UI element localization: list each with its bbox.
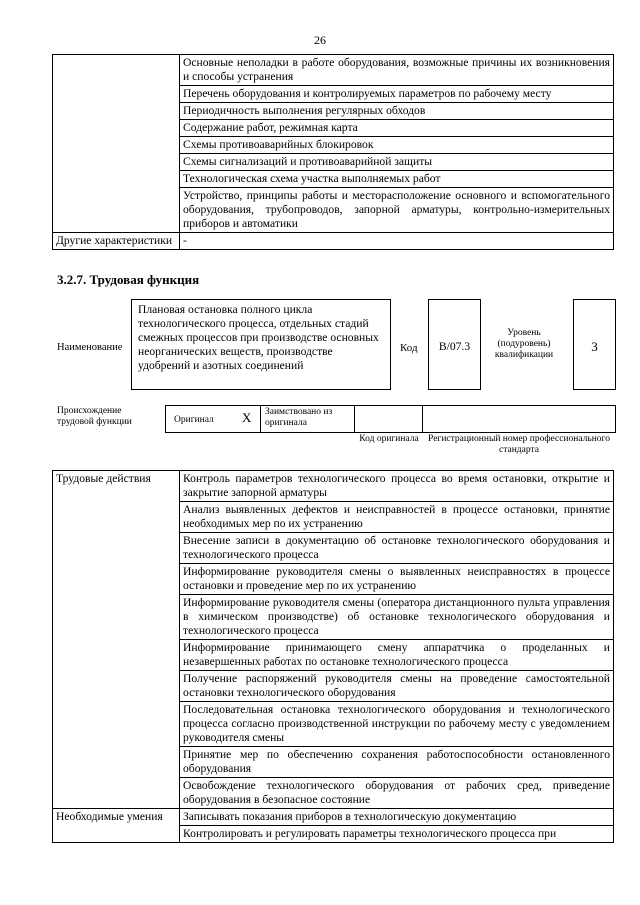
knowledge-item: Схемы сигнализаций и противоаварийной защиты xyxy=(180,154,614,171)
knowledge-item: Содержание работ, режимная карта xyxy=(180,120,614,137)
left-empty-cell xyxy=(53,55,180,233)
reg-number-caption: Регистрационный номер профессионального стандарта xyxy=(428,434,610,455)
level-value: 3 xyxy=(591,339,598,354)
table-row xyxy=(53,471,614,502)
original-mark: Х xyxy=(242,410,252,425)
labor-action-group-label: Трудовые действия xyxy=(53,471,180,809)
page-number: 26 xyxy=(314,33,326,47)
original-cell xyxy=(165,405,261,433)
code-original-cell xyxy=(354,405,423,433)
name-value-box xyxy=(131,299,391,390)
name-label: Наименование xyxy=(57,342,123,353)
borrowed-cell xyxy=(260,405,355,433)
table-row xyxy=(53,809,614,826)
original-label: Оригинал xyxy=(174,415,214,425)
labor-action: Последовательная остановка технологического оборудования и технологического процесса согласно производственной инструкции по рабочему месту с уведомлением руководителя смены xyxy=(180,702,614,747)
knowledge-item: Технологическая схема участка выполняемых работ xyxy=(180,171,614,188)
labor-action: Информирование руководителя смены (оператора дистанционного пульта управления в химическом производстве) об остановке технологического оборудования и технологического процесса xyxy=(180,595,614,640)
other-value: - xyxy=(180,233,614,250)
labor-action: Анализ выявленных дефектов и неисправностей в процессе остановки, принятие необходимых мер по их устранению xyxy=(180,502,614,533)
skill-item: Записывать показания приборов в технологическую документацию xyxy=(180,809,614,826)
knowledge-item: Периодичность выполнения регулярных обходов xyxy=(180,103,614,120)
knowledge-item: Схемы противоаварийных блокировок xyxy=(180,137,614,154)
skill-item-group-label: Необходимые умения xyxy=(53,809,180,843)
origin-label: Происхождение трудовой функции xyxy=(57,406,132,427)
knowledge-item: Перечень оборудования и контролируемых параметров по рабочему месту xyxy=(180,86,614,103)
labor-action: Получение распоряжений руководителя смены на проведение самостоятельной остановки технологического оборудования xyxy=(180,671,614,702)
other-label: Другие характеристики xyxy=(53,233,180,250)
code-original-caption: Код оригинала xyxy=(359,434,419,444)
labor-action: Контроль параметров технологического процесса во время остановки, открытие и закрытие запорной арматуры xyxy=(180,471,614,502)
top-table xyxy=(52,54,614,250)
labor-action: Освобождение технологического оборудования от рабочих сред, приведение оборудования в безопасное состояние xyxy=(180,778,614,809)
labor-action: Внесение записи в документацию об остановке технологического оборудования и технологического процесса xyxy=(180,533,614,564)
level-value-box xyxy=(573,299,616,390)
section-title: 3.2.7. Трудовая функция xyxy=(57,272,200,287)
knowledge-item: Устройство, принципы работы и месторасположение основного и вспомогательного оборудования, трубопроводов, запорной арматуры, контрольно-измерительных приборов и автоматики xyxy=(180,188,614,233)
labor-action: Информирование принимающего смену аппаратчика о проделанных и незавершенных работах по остановке технологического процесса xyxy=(180,640,614,671)
actions-table xyxy=(52,470,614,843)
table-row xyxy=(53,55,614,86)
code-value-box xyxy=(428,299,481,390)
skill-item: Контролировать и регулировать параметры технологического процесса при xyxy=(180,826,614,843)
labor-action: Информирование руководителя смены о выявленных неисправностях в процессе остановки и проведение мер по их устранению xyxy=(180,564,614,595)
name-value: Плановая остановка полного цикла технологического процесса, отдельных стадий смежных процессов при производстве основных неорганических веществ, производстве удобрений и азотных соединений xyxy=(138,303,379,372)
code-label: Код xyxy=(400,342,418,354)
reg-number-cell xyxy=(422,405,616,433)
labor-action: Принятие мер по обеспечению сохранения работоспособности остановленного оборудования xyxy=(180,747,614,778)
knowledge-item: Основные неполадки в работе оборудования, возможные причины их возникновения и способы устранения xyxy=(180,55,614,86)
borrowed-label: Заимствовано из оригинала xyxy=(265,407,333,428)
table-row xyxy=(53,233,614,250)
code-value: В/07.3 xyxy=(438,340,471,353)
level-label: Уровень (подуровень) квалификации xyxy=(494,328,554,360)
